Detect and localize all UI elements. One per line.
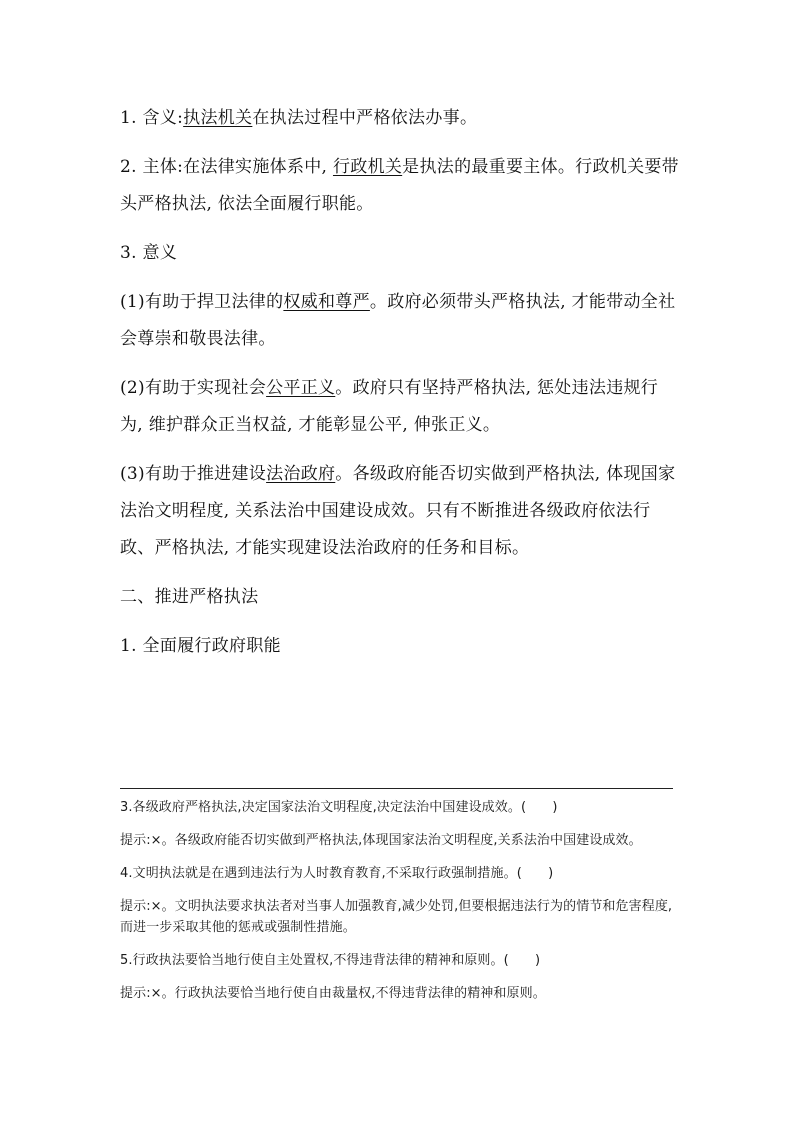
text: (2)有助于实现社会 xyxy=(120,378,267,398)
text: 是执法的最重要主体。行政机关要带头严格执法, 依法全面履行职能。 xyxy=(120,157,679,214)
hint-3: 提示:×。各级政府能否切实做到严格执法,体现国家法治文明程度,关系法治中国建设成效。 xyxy=(120,833,642,848)
underlined-term: 行政机关 xyxy=(332,157,403,177)
heading-significance: 3. 意义 xyxy=(120,243,178,263)
text: 在执法过程中严格依法办事。 xyxy=(252,108,478,128)
text: 。政府只有坚持严格执法, 惩处违法违规行为, 维护群众正当权益, 才能彰显公平, 伸张正义。 xyxy=(120,378,659,435)
footnotes xyxy=(120,797,680,1016)
text: (3)有助于推进建设 xyxy=(120,464,267,484)
text: (1)有助于捍卫法律的 xyxy=(120,292,284,312)
text: 。各级政府能否切实做到严格执法, 体现国家法治文明程度, 关系法治中国建设成效。只有不断推进各级政府依法行政、严格执法, 才能实现建设法治政府的任务和目标。 xyxy=(120,464,676,558)
main-content xyxy=(120,100,680,677)
subsection-heading: 1. 全面履行政府职能 xyxy=(120,636,281,656)
underlined-term: 法治政府 xyxy=(266,464,336,484)
paragraph-subject xyxy=(120,149,680,223)
question-3: 3.各级政府严格执法,决定国家法治文明程度,决定法治中国建设成效。( ) xyxy=(120,800,558,815)
question-4: 4.文明执法就是在遇到违法行为人时教育教育,不采取行政强制措施。( ) xyxy=(120,866,554,881)
hint-5: 提示:×。行政执法要恰当地行使自由裁量权,不得违背法律的精神和原则。 xyxy=(120,986,546,1001)
text: 。政府必须带头严格执法, 才能带动全社会尊崇和敬畏法律。 xyxy=(120,292,676,349)
paragraph-definition xyxy=(120,100,680,137)
text: 2. 主体:在法律实施体系中, xyxy=(120,157,333,177)
question-5: 5.行政执法要恰当地行使自主处置权,不得违背法律的精神和原则。( ) xyxy=(120,953,541,968)
underlined-term: 权威和尊严 xyxy=(283,292,370,312)
section-heading: 二、推进严格执法 xyxy=(120,587,259,607)
underlined-term: 执法机关 xyxy=(183,108,253,128)
footnote-divider xyxy=(120,788,673,789)
paragraph-significance-1 xyxy=(120,284,680,358)
paragraph-significance-2 xyxy=(120,370,680,444)
hint-4: 提示:×。文明执法要求执法者对当事人加强教育,减少处罚,但要根据违法行为的情节和危害程度,而进一步采取其他的惩戒或强制性措施。 xyxy=(120,899,673,935)
paragraph-significance-3 xyxy=(120,456,680,567)
text: 1. 含义: xyxy=(120,108,184,128)
underlined-term: 公平正义 xyxy=(266,378,336,398)
